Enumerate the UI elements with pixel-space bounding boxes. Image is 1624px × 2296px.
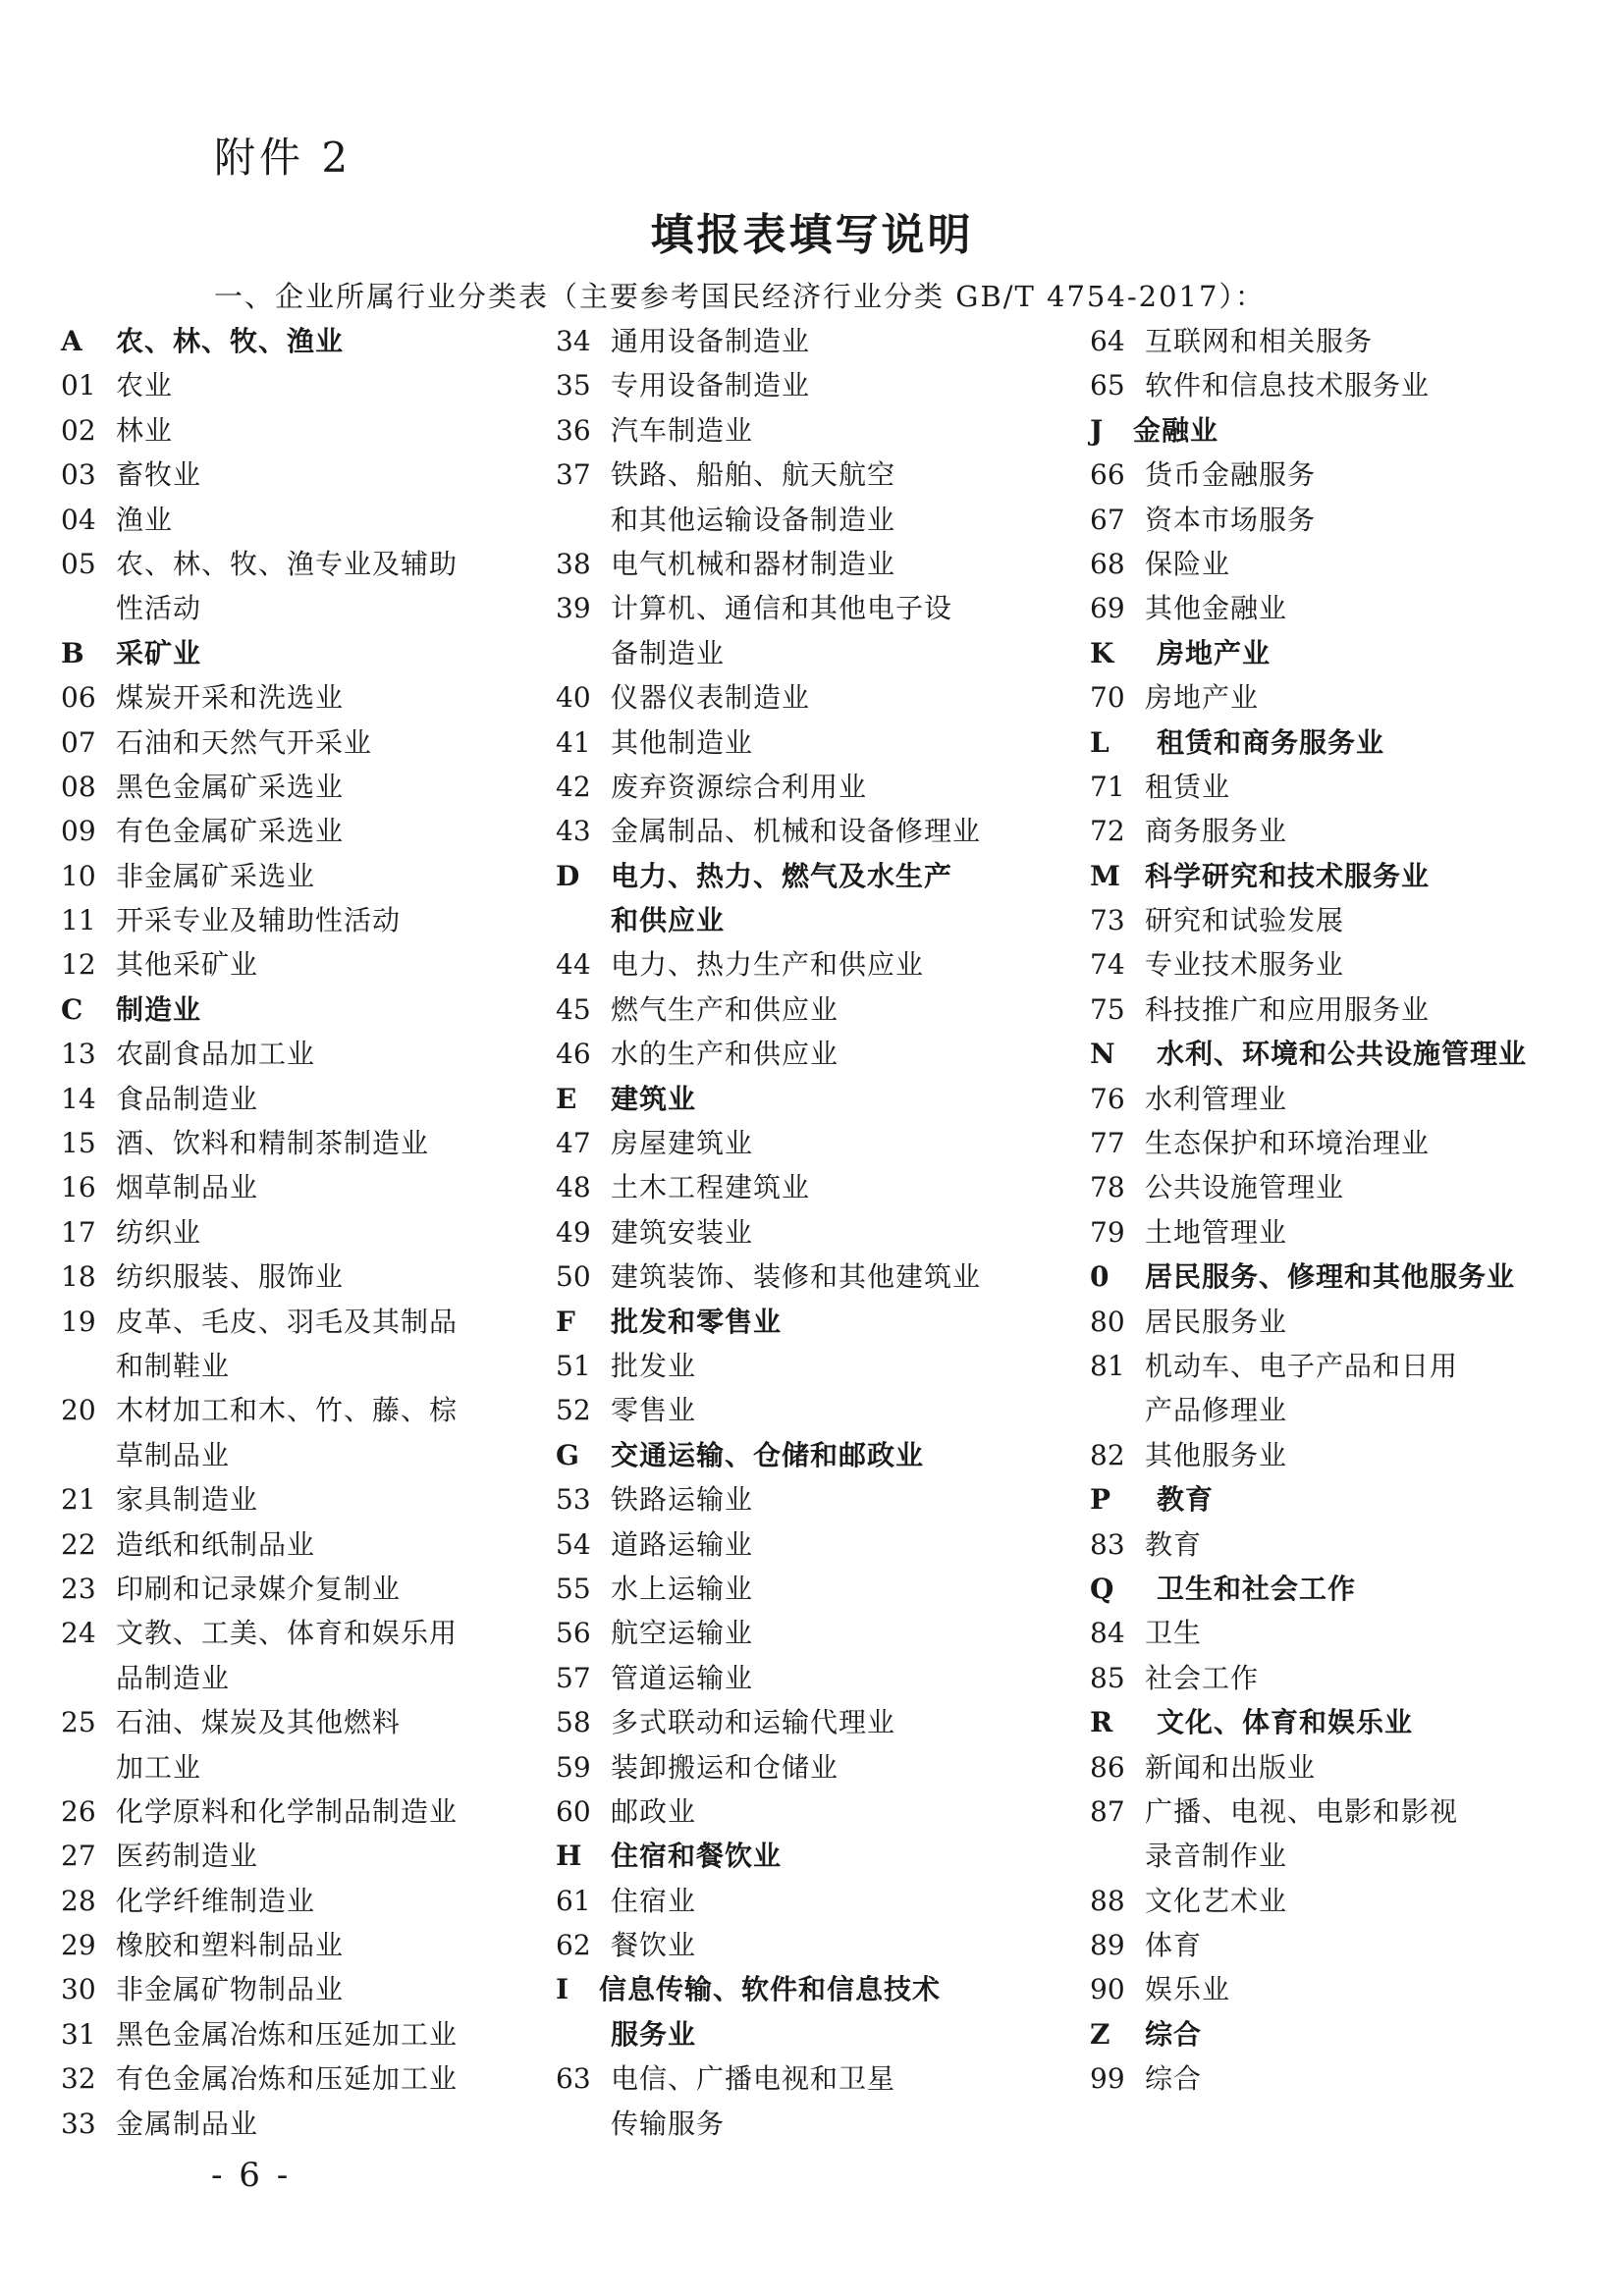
- industry-code: 80: [1090, 1305, 1125, 1338]
- industry-name: 和其他运输设备制造业: [611, 503, 896, 536]
- industry-name: 专业技术服务业: [1145, 948, 1345, 982]
- industry-name: 货币金融服务: [1145, 458, 1317, 492]
- industry-name: 生态保护和环境治理业: [1145, 1127, 1431, 1160]
- industry-name: 批发业: [611, 1349, 697, 1382]
- industry-name: 服务业: [611, 2017, 697, 2051]
- industry-name: 煤炭开采和洗选业: [116, 681, 345, 715]
- industry-code: 99: [1090, 2062, 1125, 2096]
- industry-name: 建筑安装业: [611, 1215, 754, 1249]
- industry-name: 产品修理业: [1145, 1394, 1288, 1427]
- industry-name: 机动车、电子产品和日用: [1145, 1349, 1459, 1382]
- industry-name: 研究和试验发展: [1145, 904, 1345, 937]
- industry-code: 79: [1090, 1215, 1125, 1249]
- industry-code: E: [556, 1082, 577, 1115]
- industry-name: 卫生和社会工作: [1157, 1572, 1357, 1605]
- industry-code: 65: [1090, 369, 1125, 402]
- industry-code: 27: [61, 1840, 96, 1873]
- industry-code: 70: [1090, 681, 1125, 715]
- industry-code: 40: [556, 681, 591, 715]
- industry-code: 58: [556, 1706, 591, 1739]
- industry-code: 53: [556, 1483, 591, 1517]
- industry-code: R: [1090, 1706, 1113, 1739]
- industry-code: 36: [556, 413, 591, 447]
- industry-name: 草制品业: [116, 1438, 231, 1471]
- industry-name: 卫生: [1145, 1617, 1203, 1650]
- industry-name: 综合: [1145, 2017, 1203, 2051]
- industry-code: 50: [556, 1260, 591, 1294]
- industry-code: 85: [1090, 1661, 1125, 1694]
- industry-name: 木材加工和木、竹、藤、棕: [116, 1394, 459, 1427]
- industry-name: 纺织业: [116, 1215, 202, 1249]
- page-title: 填报表填写说明: [650, 210, 974, 260]
- industry-name: 纺织服装、服饰业: [116, 1260, 345, 1294]
- industry-name: 铁路运输业: [611, 1483, 754, 1517]
- industry-name: 综合: [1145, 2062, 1203, 2096]
- industry-code: 33: [61, 2107, 96, 2140]
- industry-name: 林业: [116, 413, 174, 447]
- industry-name: 医药制造业: [116, 1840, 259, 1873]
- industry-code: 83: [1090, 1527, 1125, 1561]
- industry-code: 07: [61, 725, 96, 759]
- industry-name: 非金属矿物制品业: [116, 1973, 345, 2006]
- industry-name: 互联网和相关服务: [1145, 325, 1374, 357]
- industry-code: 14: [61, 1082, 96, 1115]
- industry-name: 道路运输业: [611, 1527, 754, 1561]
- industry-code: 24: [61, 1617, 96, 1650]
- industry-name: 租赁业: [1145, 770, 1231, 803]
- industry-code: 68: [1090, 547, 1125, 580]
- industry-code: 46: [556, 1038, 591, 1071]
- industry-name: 品制造业: [116, 1661, 231, 1694]
- industry-name: 通用设备制造业: [611, 325, 811, 357]
- industry-code: 52: [556, 1394, 591, 1427]
- industry-code: 89: [1090, 1929, 1125, 1962]
- industry-name: 金融业: [1133, 413, 1219, 447]
- industry-name: 住宿和餐饮业: [611, 1840, 783, 1873]
- industry-code: 67: [1090, 503, 1125, 536]
- industry-code: 82: [1090, 1438, 1125, 1471]
- industry-code: 03: [61, 458, 96, 492]
- industry-code: 23: [61, 1572, 96, 1605]
- industry-name: 金属制品业: [116, 2107, 259, 2140]
- industry-code: 25: [61, 1706, 96, 1739]
- industry-code: H: [556, 1840, 582, 1873]
- industry-name: 批发和零售业: [611, 1305, 783, 1338]
- industry-code: 51: [556, 1349, 591, 1382]
- industry-name: 零售业: [611, 1394, 697, 1427]
- industry-code: 44: [556, 948, 591, 982]
- industry-code: 55: [556, 1572, 591, 1605]
- industry-name: 专用设备制造业: [611, 369, 811, 402]
- industry-name: 餐饮业: [611, 1929, 697, 1962]
- industry-name: 其他金融业: [1145, 592, 1288, 625]
- industry-name: 水利管理业: [1145, 1082, 1288, 1115]
- industry-name: 居民服务业: [1145, 1305, 1288, 1338]
- industry-name: 备制造业: [611, 636, 726, 669]
- industry-code: 31: [61, 2017, 96, 2051]
- industry-code: G: [556, 1438, 579, 1471]
- industry-code: P: [1090, 1483, 1111, 1517]
- industry-name: 石油和天然气开采业: [116, 725, 373, 759]
- industry-name: 新闻和出版业: [1145, 1750, 1317, 1784]
- industry-code: 17: [61, 1215, 96, 1249]
- industry-name: 软件和信息技术服务业: [1145, 369, 1431, 402]
- industry-name: 装卸搬运和仓储业: [611, 1750, 839, 1784]
- industry-code: 77: [1090, 1127, 1125, 1160]
- industry-code: L: [1090, 725, 1110, 759]
- industry-name: 社会工作: [1145, 1661, 1260, 1694]
- industry-name: 录音制作业: [1145, 1840, 1288, 1873]
- industry-code: 08: [61, 770, 96, 803]
- industry-code: 87: [1090, 1794, 1125, 1828]
- industry-name: 邮政业: [611, 1794, 697, 1828]
- industry-code: 61: [556, 1884, 591, 1917]
- industry-name: 化学原料和化学制品制造业: [116, 1794, 459, 1828]
- industry-name: 水上运输业: [611, 1572, 754, 1605]
- industry-code: Z: [1090, 2017, 1110, 2051]
- industry-name: 房地产业: [1145, 681, 1260, 715]
- industry-code: 54: [556, 1527, 591, 1561]
- industry-name: 电气机械和器材制造业: [611, 547, 896, 580]
- industry-code: J: [1090, 413, 1104, 447]
- industry-code: K: [1090, 636, 1114, 669]
- industry-name: 石油、煤炭及其他燃料: [116, 1706, 402, 1739]
- industry-name: 科技推广和应用服务业: [1145, 992, 1431, 1026]
- industry-code: 39: [556, 592, 591, 625]
- industry-name: 化学纤维制造业: [116, 1884, 316, 1917]
- industry-name: 黑色金属矿采选业: [116, 770, 345, 803]
- industry-name: 住宿业: [611, 1884, 697, 1917]
- industry-code: 88: [1090, 1884, 1125, 1917]
- industry-name: 电力、热力生产和供应业: [611, 948, 925, 982]
- industry-name: 铁路、船舶、航天航空: [611, 458, 896, 492]
- industry-code: 38: [556, 547, 591, 580]
- industry-name: 计算机、通信和其他电子设: [611, 592, 953, 625]
- industry-name: 土木工程建筑业: [611, 1171, 811, 1204]
- industry-name: 农业: [116, 369, 174, 402]
- attachment-label: 附件 2: [214, 133, 352, 182]
- industry-name: 加工业: [116, 1750, 202, 1784]
- industry-code: 0: [1090, 1260, 1110, 1294]
- industry-name: 娱乐业: [1145, 1973, 1231, 2006]
- industry-name: 航空运输业: [611, 1617, 754, 1650]
- industry-name: 其他服务业: [1145, 1438, 1288, 1471]
- industry-name: 土地管理业: [1145, 1215, 1288, 1249]
- industry-code: 75: [1090, 992, 1125, 1026]
- industry-name: 房地产业: [1157, 636, 1272, 669]
- industry-name: 资本市场服务: [1145, 503, 1317, 536]
- industry-name: 和制鞋业: [116, 1349, 231, 1382]
- industry-name: 多式联动和运输代理业: [611, 1706, 896, 1739]
- industry-name: 水利、环境和公共设施管理业: [1157, 1038, 1528, 1071]
- industry-name: 公共设施管理业: [1145, 1171, 1345, 1204]
- industry-name: 保险业: [1145, 547, 1231, 580]
- industry-name: 文化艺术业: [1145, 1884, 1288, 1917]
- industry-name: 黑色金属冶炼和压延加工业: [116, 2017, 459, 2051]
- industry-code: B: [61, 636, 84, 669]
- industry-code: 47: [556, 1127, 591, 1160]
- industry-code: 26: [61, 1794, 96, 1828]
- industry-name: 电信、广播电视和卫星: [611, 2062, 896, 2096]
- industry-code: 81: [1090, 1349, 1125, 1382]
- industry-name: 传输服务: [611, 2107, 726, 2140]
- industry-name: 建筑业: [611, 1082, 697, 1115]
- industry-code: 72: [1090, 815, 1125, 848]
- industry-name: 制造业: [116, 992, 202, 1026]
- industry-code: Q: [1090, 1572, 1114, 1605]
- industry-name: 性活动: [116, 592, 202, 625]
- industry-name: 食品制造业: [116, 1082, 259, 1115]
- industry-name: 有色金属冶炼和压延加工业: [116, 2062, 459, 2096]
- industry-code: 37: [556, 458, 591, 492]
- industry-code: I: [556, 1973, 569, 2006]
- industry-code: 74: [1090, 948, 1125, 982]
- industry-code: 84: [1090, 1617, 1125, 1650]
- industry-code: 71: [1090, 770, 1125, 803]
- industry-code: 09: [61, 815, 96, 848]
- industry-code: 76: [1090, 1082, 1125, 1115]
- industry-code: 10: [61, 859, 96, 892]
- industry-name: 废弃资源综合利用业: [611, 770, 868, 803]
- industry-name: 其他制造业: [611, 725, 754, 759]
- industry-code: 04: [61, 503, 96, 536]
- industry-code: 02: [61, 413, 96, 447]
- industry-code: 16: [61, 1171, 96, 1204]
- industry-code: 28: [61, 1884, 96, 1917]
- industry-name: 燃气生产和供应业: [611, 992, 839, 1026]
- industry-code: F: [556, 1305, 575, 1338]
- industry-name: 广播、电视、电影和影视: [1145, 1794, 1459, 1828]
- industry-code: 43: [556, 815, 591, 848]
- industry-name: 商务服务业: [1145, 815, 1288, 848]
- industry-name: 房屋建筑业: [611, 1127, 754, 1160]
- industry-code: 49: [556, 1215, 591, 1249]
- industry-code: 62: [556, 1929, 591, 1962]
- industry-code: 15: [61, 1127, 96, 1160]
- industry-code: 29: [61, 1929, 96, 1962]
- industry-code: 30: [61, 1973, 96, 2006]
- industry-code: C: [61, 992, 83, 1026]
- industry-name: 农、林、牧、渔业: [116, 325, 345, 357]
- industry-code: 56: [556, 1617, 591, 1650]
- industry-name: 居民服务、修理和其他服务业: [1145, 1260, 1516, 1294]
- industry-name: 文教、工美、体育和娱乐用: [116, 1617, 459, 1650]
- industry-name: 管道运输业: [611, 1661, 754, 1694]
- industry-name: 信息传输、软件和信息技术: [599, 1973, 942, 2006]
- industry-name: 烟草制品业: [116, 1171, 259, 1204]
- industry-name: 非金属矿采选业: [116, 859, 316, 892]
- industry-code: 86: [1090, 1750, 1125, 1784]
- industry-code: 22: [61, 1527, 96, 1561]
- industry-code: M: [1090, 859, 1120, 892]
- industry-name: 科学研究和技术服务业: [1145, 859, 1431, 892]
- industry-code: 20: [61, 1394, 96, 1427]
- industry-code: 66: [1090, 458, 1125, 492]
- industry-name: 和供应业: [611, 904, 726, 937]
- industry-code: 19: [61, 1305, 96, 1338]
- industry-code: 78: [1090, 1171, 1125, 1204]
- page-number: - 6 -: [211, 2156, 292, 2195]
- industry-code: 11: [61, 904, 96, 937]
- industry-name: 开采专业及辅助性活动: [116, 904, 402, 937]
- industry-code: 05: [61, 547, 96, 580]
- industry-name: 教育: [1157, 1483, 1215, 1517]
- industry-code: 34: [556, 325, 591, 357]
- industry-code: 63: [556, 2062, 591, 2096]
- industry-name: 金属制品、机械和设备修理业: [611, 815, 982, 848]
- industry-name: 有色金属矿采选业: [116, 815, 345, 848]
- industry-code: 73: [1090, 904, 1125, 937]
- industry-name: 农副食品加工业: [116, 1038, 316, 1071]
- industry-name: 仪器仪表制造业: [611, 681, 811, 715]
- industry-name: 租赁和商务服务业: [1157, 725, 1385, 759]
- industry-name: 其他采矿业: [116, 948, 259, 982]
- industry-name: 建筑装饰、装修和其他建筑业: [611, 1260, 982, 1294]
- industry-code: 41: [556, 725, 591, 759]
- industry-code: 01: [61, 369, 96, 402]
- industry-code: 32: [61, 2062, 96, 2096]
- industry-code: 06: [61, 681, 96, 715]
- industry-name: 畜牧业: [116, 458, 202, 492]
- industry-name: 橡胶和塑料制品业: [116, 1929, 345, 1962]
- industry-name: 汽车制造业: [611, 413, 754, 447]
- industry-code: 90: [1090, 1973, 1125, 2006]
- industry-code: D: [556, 859, 580, 892]
- industry-name: 采矿业: [116, 636, 202, 669]
- industry-name: 造纸和纸制品业: [116, 1527, 316, 1561]
- industry-name: 水的生产和供应业: [611, 1038, 839, 1071]
- industry-code: 18: [61, 1260, 96, 1294]
- industry-name: 皮革、毛皮、羽毛及其制品: [116, 1305, 459, 1338]
- industry-code: 45: [556, 992, 591, 1026]
- industry-name: 体育: [1145, 1929, 1203, 1962]
- industry-name: 教育: [1145, 1527, 1203, 1561]
- industry-code: 13: [61, 1038, 96, 1071]
- industry-code: 59: [556, 1750, 591, 1784]
- industry-name: 电力、热力、燃气及水生产: [611, 859, 953, 892]
- industry-name: 交通运输、仓储和邮政业: [611, 1438, 925, 1471]
- industry-code: 35: [556, 369, 591, 402]
- industry-name: 渔业: [116, 503, 174, 536]
- industry-code: N: [1090, 1038, 1115, 1071]
- intro-text: 一、企业所属行业分类表（主要参考国民经济行业分类 GB/T 4754-2017）：: [214, 280, 1266, 313]
- industry-code: 60: [556, 1794, 591, 1828]
- industry-code: 12: [61, 948, 96, 982]
- industry-name: 酒、饮料和精制茶制造业: [116, 1127, 430, 1160]
- industry-name: 印刷和记录媒介复制业: [116, 1572, 402, 1605]
- industry-code: 21: [61, 1483, 96, 1517]
- industry-name: 文化、体育和娱乐业: [1157, 1706, 1414, 1739]
- industry-code: 64: [1090, 325, 1125, 357]
- industry-code: 69: [1090, 592, 1125, 625]
- industry-code: 57: [556, 1661, 591, 1694]
- industry-name: 农、林、牧、渔专业及辅助: [116, 547, 459, 580]
- industry-code: 42: [556, 770, 591, 803]
- industry-code: A: [61, 325, 82, 357]
- industry-name: 家具制造业: [116, 1483, 259, 1517]
- industry-code: 48: [556, 1171, 591, 1204]
